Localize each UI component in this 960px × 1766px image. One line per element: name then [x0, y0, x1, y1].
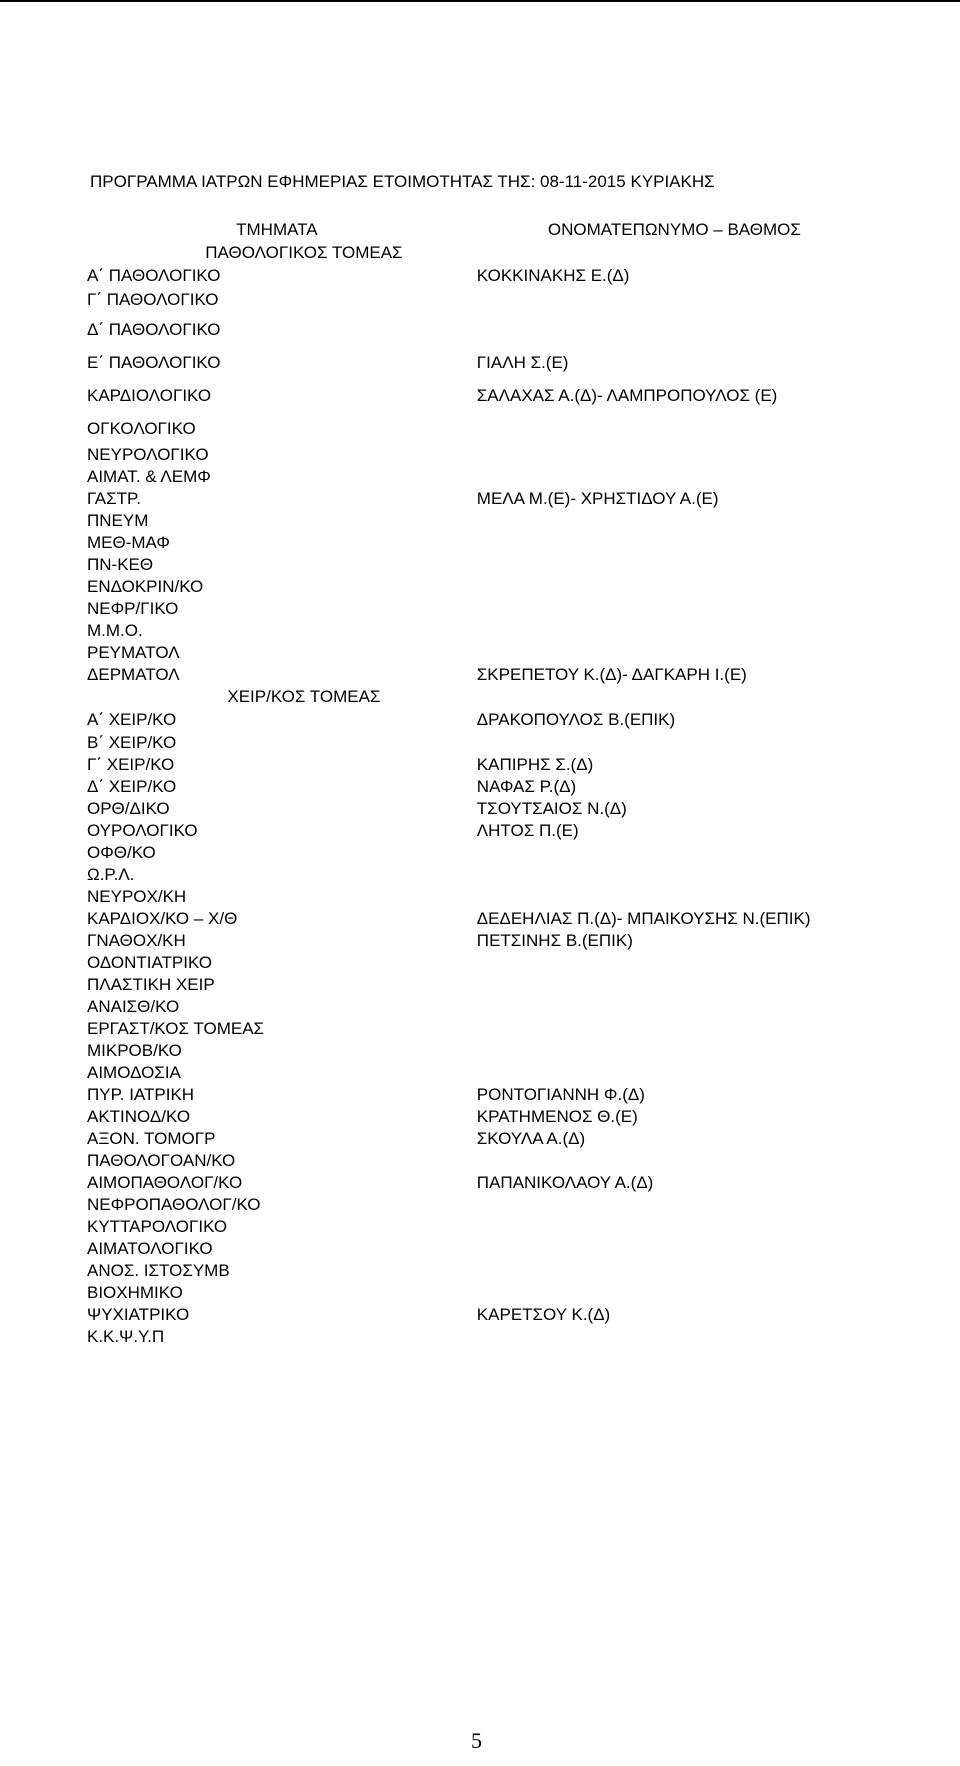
- department-cell: Ω.Ρ.Λ.: [87, 865, 135, 885]
- table-row: [81, 754, 876, 776]
- doctor-cell: [471, 444, 876, 466]
- department-cell: ΚΑΡΔΙΟΧ/ΚΟ – Χ/Θ: [87, 909, 238, 929]
- department-cell: ΜΙΚΡΟΒ/ΚΟ: [87, 1041, 182, 1061]
- doctor-cell: ΚΡΑΤΗΜΕΝΟΣ Θ.(Ε): [476, 1107, 638, 1127]
- table-row: [81, 1150, 876, 1172]
- section-row: [81, 686, 876, 708]
- doctor-cell: [471, 996, 876, 1018]
- doctor-cell: [471, 620, 876, 642]
- department-cell: Ε΄ ΠΑΘΟΛΟΓΙΚΟ: [87, 353, 221, 373]
- doctor-cell: ΣΚΡΕΠΕΤΟΥ Κ.(Δ)- ΔΑΓΚΑΡΗ Ι.(Ε): [476, 665, 747, 685]
- department-cell: ΕΝΔΟΚΡΙΝ/ΚΟ: [87, 577, 204, 597]
- doctor-cell: ΓΙΑΛΗ Σ.(Ε): [476, 353, 569, 373]
- department-cell: ΟΡΘ/ΔΙΚΟ: [87, 799, 170, 819]
- doctor-cell: [471, 842, 876, 864]
- table-row: [81, 312, 876, 348]
- table-row: [81, 1326, 876, 1348]
- table-row: [81, 996, 876, 1018]
- department-cell: ΠΝ-ΚΕΘ: [87, 555, 154, 575]
- department-cell: ΝΕΥΡΟΧ/ΚΗ: [87, 887, 187, 907]
- table-row: [81, 1282, 876, 1304]
- section-row: [81, 242, 876, 264]
- table-row: [81, 886, 876, 908]
- header-departments: ΤΜΗΜΑΤΑ: [236, 220, 318, 239]
- table-row: [81, 1040, 876, 1062]
- table-row: [81, 842, 876, 864]
- table-row: [81, 642, 876, 664]
- department-cell: ΝΕΦΡ/ΓΙΚΟ: [87, 599, 179, 619]
- table-row: [81, 1128, 876, 1150]
- department-cell: ΨΥΧΙΑΤΡΙΚΟ: [87, 1305, 190, 1325]
- table-row: [81, 1260, 876, 1282]
- doctor-cell: [471, 1194, 876, 1216]
- doctor-cell: [471, 1040, 876, 1062]
- doctor-cell: ΤΣΟΥΤΣΑΙΟΣ Ν.(Δ): [476, 799, 627, 819]
- department-cell: Κ.Κ.Ψ.Υ.Π: [87, 1327, 165, 1347]
- department-cell: ΑΝΟΣ. ΙΣΤΟΣΥΜΒ: [87, 1261, 230, 1281]
- doctor-cell: ΚΑΡΕΤΣΟΥ Κ.(Δ): [476, 1305, 611, 1325]
- department-cell: ΡΕΥΜΑΤΟΛ: [87, 643, 180, 663]
- doctor-cell: [471, 1062, 876, 1084]
- department-cell: ΟΓΚΟΛΟΓΙΚΟ: [87, 419, 196, 439]
- department-cell: Α΄ ΧΕΙΡ/ΚΟ: [87, 710, 177, 730]
- table-row: [81, 708, 876, 732]
- table-row: [81, 414, 876, 444]
- department-cell: Α΄ ΠΑΘΟΛΟΓΙΚΟ: [87, 266, 221, 286]
- table-row: [81, 264, 876, 288]
- doctor-cell: [471, 1238, 876, 1260]
- doctor-cell: [471, 510, 876, 532]
- doctor-cell: ΔΡΑΚΟΠΟΥΛΟΣ Β.(ΕΠΙΚ): [476, 710, 676, 730]
- table-row: [81, 1106, 876, 1128]
- department-cell: ΟΦΘ/ΚΟ: [87, 843, 156, 863]
- department-cell: ΑΚΤΙΝΟΔ/ΚΟ: [87, 1107, 191, 1127]
- doctor-cell: [471, 1282, 876, 1304]
- table-row: [81, 732, 876, 754]
- table-row: [81, 378, 876, 414]
- table-row: [81, 1084, 876, 1106]
- doctor-cell: ΚΟΚΚΙΝΑΚΗΣ Ε.(Δ): [476, 266, 630, 286]
- table-row: [81, 532, 876, 554]
- table-row: [81, 1304, 876, 1326]
- department-cell: Δ΄ ΠΑΘΟΛΟΓΙΚΟ: [87, 320, 221, 340]
- table-row: [81, 664, 876, 686]
- table-row: [81, 930, 876, 952]
- doctor-cell: ΚΑΠΙΡΗΣ Σ.(Δ): [476, 755, 594, 775]
- department-cell: ΚΑΡΔΙΟΛΟΓΙΚΟ: [87, 386, 212, 406]
- doctor-cell: [471, 288, 876, 312]
- department-cell: ΜΕΘ-ΜΑΦ: [87, 533, 170, 553]
- department-cell: ΓΑΣΤΡ.: [87, 489, 141, 509]
- department-cell: Γ΄ ΧΕΙΡ/ΚΟ: [87, 755, 175, 775]
- table-header-row: [81, 218, 876, 242]
- department-cell: Μ.Μ.Ο.: [87, 621, 143, 641]
- table-row: [81, 1238, 876, 1260]
- doctor-cell: [471, 1018, 876, 1040]
- doctor-cell: ΜΕΛΑ Μ.(Ε)- ΧΡΗΣΤΙΔΟΥ Α.(Ε): [476, 489, 719, 509]
- roster-body: [81, 242, 876, 1348]
- doctor-cell: ΔΕΔΕΗΛΙΑΣ Π.(Δ)- ΜΠΑΙΚΟΥΣΗΣ Ν.(ΕΠΙΚ): [476, 909, 811, 929]
- department-cell: ΑΙΜΟΠΑΘΟΛΟΓ/ΚΟ: [87, 1173, 243, 1193]
- page-number: 5: [471, 1728, 482, 1753]
- department-cell: Γ΄ ΠΑΘΟΛΟΓΙΚΟ: [87, 290, 219, 310]
- table-row: [81, 908, 876, 930]
- doctor-cell: [471, 312, 876, 348]
- doctor-cell: ΡΟΝΤΟΓΙΑΝΝΗ Φ.(Δ): [476, 1085, 645, 1105]
- table-row: [81, 510, 876, 532]
- table-row: [81, 1062, 876, 1084]
- doctor-cell: ΣΚΟΥΛΑ Α.(Δ): [476, 1129, 586, 1149]
- doctor-cell: [471, 1260, 876, 1282]
- department-cell: ΟΥΡΟΛΟΓΙΚΟ: [87, 821, 198, 841]
- table-row: [81, 554, 876, 576]
- table-row: [81, 488, 876, 510]
- department-cell: ΒΙΟΧΗΜΙΚΟ: [87, 1283, 183, 1303]
- doctor-cell: ΠΑΠΑΝΙΚΟΛΑΟΥ Α.(Δ): [476, 1173, 654, 1193]
- department-cell: ΕΡΓΑΣΤ/ΚΟΣ ΤΟΜΕΑΣ: [87, 1019, 265, 1039]
- doctor-cell: [471, 864, 876, 886]
- doctor-cell: ΝΑΦΑΣ Ρ.(Δ): [476, 777, 577, 797]
- doctor-cell: [471, 886, 876, 908]
- department-cell: ΠΑΘΟΛΟΓΟΑΝ/ΚΟ: [87, 1151, 236, 1171]
- table-row: [81, 798, 876, 820]
- doctor-cell: [471, 642, 876, 664]
- table-row: [81, 1172, 876, 1194]
- doctor-cell: [471, 598, 876, 620]
- table-row: [81, 776, 876, 798]
- doctor-cell: [471, 974, 876, 996]
- table-row: [81, 620, 876, 642]
- doctor-cell: [471, 1216, 876, 1238]
- table-row: [81, 820, 876, 842]
- table-row: [81, 598, 876, 620]
- doctor-cell: [471, 554, 876, 576]
- department-cell: ΚΥΤΤΑΡΟΛΟΓΙΚΟ: [87, 1217, 228, 1237]
- table-row: [81, 444, 876, 466]
- doctor-cell: [471, 242, 876, 264]
- doctor-cell: [471, 952, 876, 974]
- doctor-cell: ΠΕΤΣΙΝΗΣ Β.(ΕΠΙΚ): [476, 931, 633, 951]
- department-cell: ΠΝΕΥΜ: [87, 511, 149, 531]
- department-cell: Δ΄ ΧΕΙΡ/ΚΟ: [87, 777, 177, 797]
- doctor-cell: [471, 576, 876, 598]
- doctor-cell: [471, 532, 876, 554]
- department-cell: Β΄ ΧΕΙΡ/ΚΟ: [87, 733, 177, 753]
- duty-roster-table: [81, 218, 876, 1348]
- top-rule: [0, 0, 960, 2]
- table-row: [81, 864, 876, 886]
- doctor-cell: [471, 732, 876, 754]
- document-title: ΠΡΟΓΡΑΜΜΑ ΙΑΤΡΩΝ ΕΦΗΜΕΡΙΑΣ ΕΤΟΙΜΟΤΗΤΑΣ ΤΗΣ: 08-11-2015 ΚΥΡΙΑΚΗΣ: [90, 172, 715, 191]
- table-row: [81, 288, 876, 312]
- department-cell: ΓΝΑΘΟΧ/ΚΗ: [87, 931, 186, 951]
- department-cell: ΑΙΜΟΔΟΣΙΑ: [87, 1063, 181, 1083]
- doctor-cell: [471, 414, 876, 444]
- doctor-cell: ΣΑΛΑΧΑΣ Α.(Δ)- ΛΑΜΠΡΟΠΟΥΛΟΣ (Ε): [476, 386, 778, 406]
- department-cell: ΝΕΦΡΟΠΑΘΟΛΟΓ/ΚΟ: [87, 1195, 261, 1215]
- doctor-cell: [471, 466, 876, 488]
- section-label: ΠΑΘΟΛΟΓΙΚΟΣ ΤΟΜΕΑΣ: [205, 243, 403, 263]
- table-row: [81, 348, 876, 378]
- header-doctors: ΟΝΟΜΑΤΕΠΩΝΥΜΟ – ΒΑΘΜΟΣ: [547, 220, 801, 239]
- table-row: [81, 974, 876, 996]
- doctor-cell: [471, 686, 876, 708]
- department-cell: ΑΙΜΑΤΟΛΟΓΙΚΟ: [87, 1239, 213, 1259]
- table-row: [81, 1194, 876, 1216]
- section-label: ΧΕΙΡ/ΚΟΣ ΤΟΜΕΑΣ: [227, 687, 381, 707]
- doctor-cell: [471, 1150, 876, 1172]
- department-cell: ΑΝΑΙΣΘ/ΚΟ: [87, 997, 180, 1017]
- department-cell: ΟΔΟΝΤΙΑΤΡΙΚΟ: [87, 953, 213, 973]
- department-cell: ΝΕΥΡΟΛΟΓΙΚΟ: [87, 445, 209, 465]
- department-cell: ΠΥΡ. ΙΑΤΡΙΚΗ: [87, 1085, 195, 1105]
- department-cell: ΑΙΜΑΤ. & ΛΕΜΦ: [87, 467, 211, 487]
- doctor-cell: ΛΗΤΟΣ Π.(Ε): [476, 821, 579, 841]
- table-row: [81, 576, 876, 598]
- doctor-cell: [471, 1326, 876, 1348]
- table-row: [81, 466, 876, 488]
- department-cell: ΑΞΟΝ. ΤΟΜΟΓΡ: [87, 1129, 216, 1149]
- table-row: [81, 1018, 876, 1040]
- table-row: [81, 952, 876, 974]
- department-cell: ΔΕΡΜΑΤΟΛ: [87, 665, 180, 685]
- table-row: [81, 1216, 876, 1238]
- department-cell: ΠΛΑΣΤΙΚΗ ΧΕΙΡ: [87, 975, 215, 995]
